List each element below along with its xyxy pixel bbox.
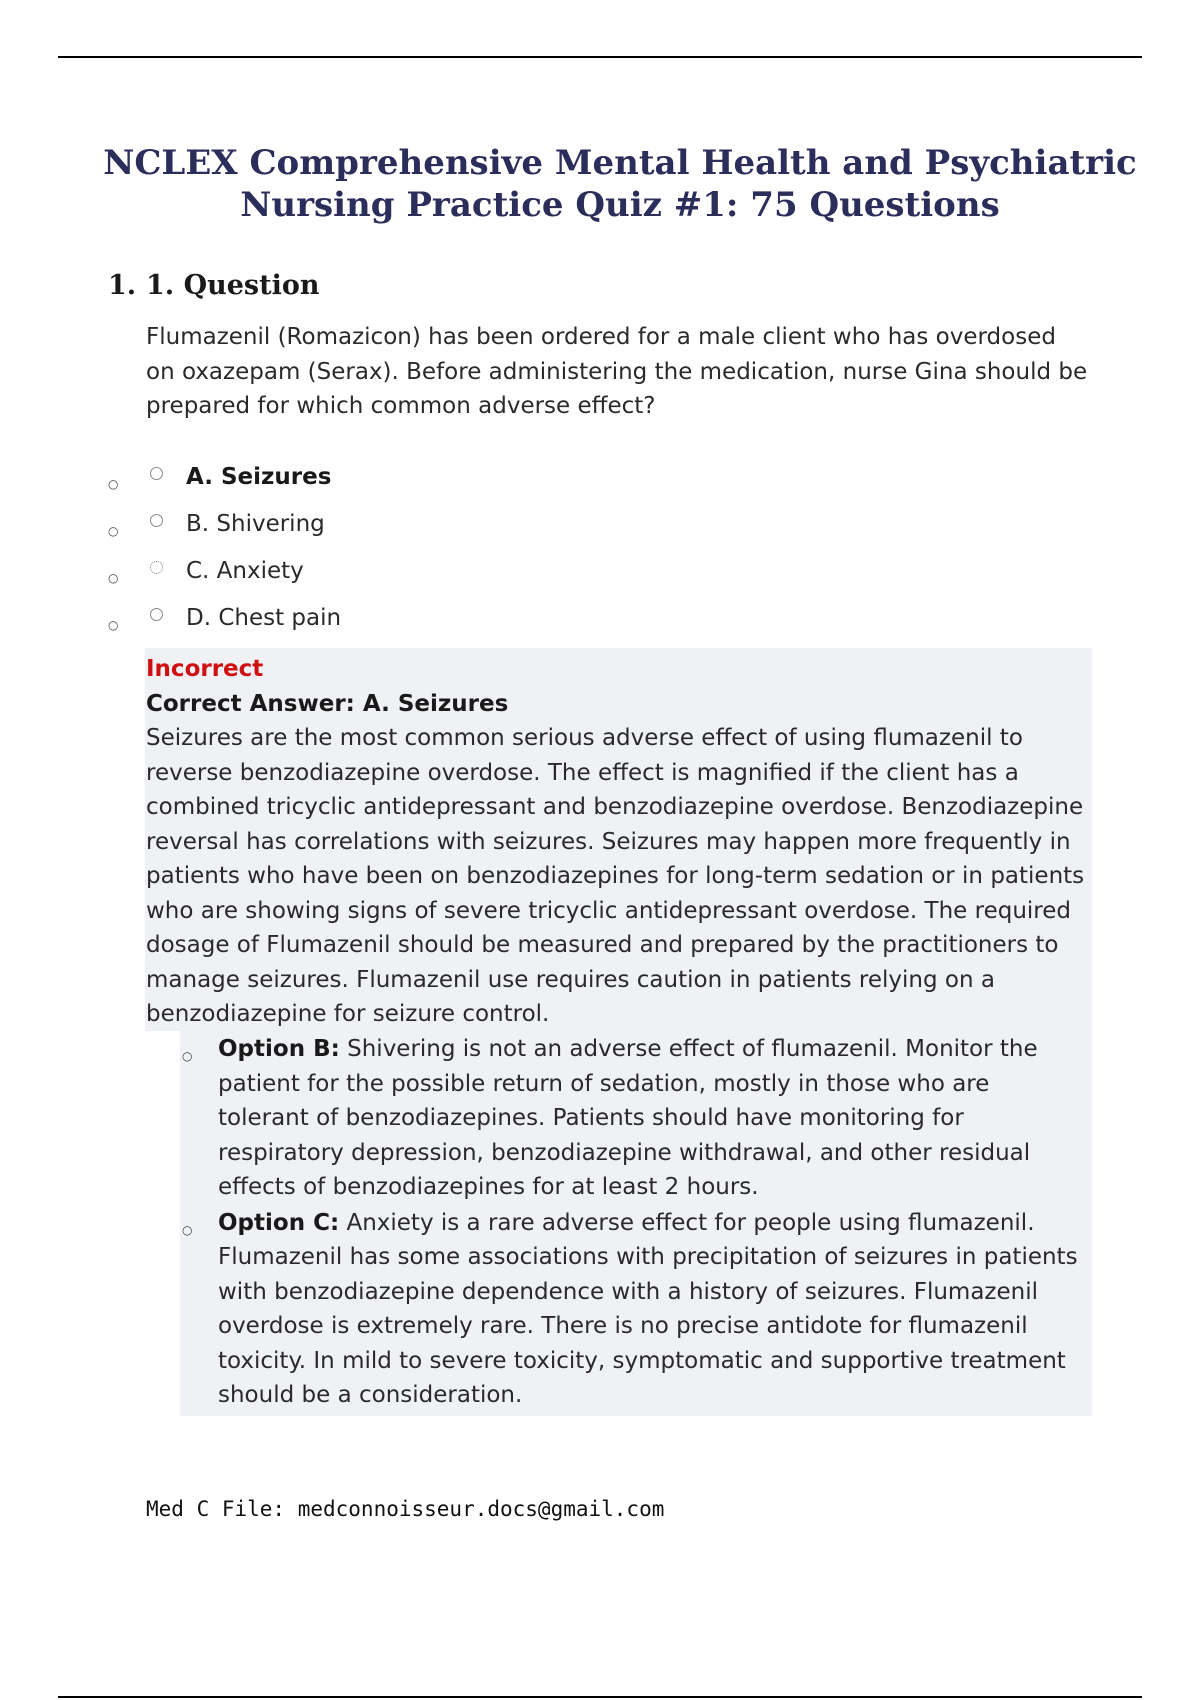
header-rule — [58, 56, 1142, 58]
answer-option-d[interactable] — [108, 599, 1008, 646]
radio-button-icon[interactable] — [150, 608, 163, 621]
answer-options — [108, 458, 1008, 646]
title-line-1: NCLEX Comprehensive Mental Health and Psychiatric — [103, 143, 1137, 183]
radio-button-icon[interactable] — [150, 561, 163, 574]
answer-option-label: A. Seizures — [186, 464, 332, 490]
circle-bullet-icon: ○ — [182, 1222, 193, 1237]
option-rationale-list — [180, 1032, 1085, 1414]
rationale-option-text: Anxiety is a rare adverse effect for people using flumazenil. Flumazenil has some associations with precipitation of seizures in patients with benzodiazepine dependence with a history of seizures. Flumazenil overdose is extremely rare. There is no precise antidote for flumazenil toxicity. In mild to severe toxicity, symptomatic and supportive treatment should be a consideration. — [218, 1209, 1078, 1408]
rationale-option-label: Option B: — [218, 1036, 340, 1062]
circle-bullet-icon: ○ — [108, 524, 119, 538]
page-title — [100, 142, 1140, 226]
answer-option-a[interactable] — [108, 458, 1008, 505]
status-incorrect: Incorrect — [146, 656, 264, 682]
circle-bullet-icon: ○ — [108, 477, 119, 491]
radio-button-icon[interactable] — [150, 467, 163, 480]
footer-contact: Med C File: medconnoisseur.docs@gmail.com — [146, 1497, 665, 1521]
question-text: Flumazenil (Romazicon) has been ordered for a male client who has overdosed on oxazepam (Serax). Before administering the medication, nurse Gina should be prepared for which common adverse effect? — [146, 324, 1088, 419]
answer-option-c[interactable] — [108, 552, 1008, 599]
question-title: 1. Question — [146, 270, 320, 301]
footer-rule — [58, 1696, 1142, 1698]
circle-bullet-icon: ○ — [108, 618, 119, 632]
answer-option-label: B. Shivering — [186, 511, 325, 537]
answer-option-b[interactable] — [108, 505, 1008, 552]
answer-option-label: C. Anxiety — [186, 558, 304, 584]
rationale-option-text: Shivering is not an adverse effect of flumazenil. Monitor the patient for the possible return of sedation, mostly in those who are tolerant of benzodiazepines. Patients should have monitoring for respiratory depression, benzodiazepine withdrawal, and other residual effects of benzodiazepines for at least 2 hours. — [218, 1036, 1038, 1200]
question-list-number: 1. — [108, 270, 137, 301]
question-heading — [108, 270, 319, 301]
feedback-panel — [146, 652, 1091, 1032]
rationale-option-b — [180, 1032, 1085, 1205]
rationale-option-label: Option C: — [218, 1209, 340, 1236]
answer-option-label: D. Chest pain — [186, 605, 342, 631]
explanation-text: Seizures are the most common serious adverse effect of using flumazenil to reverse benzodiazepine overdose. The effect is magnified if the client has a combined tricyclic antidepressant and benzodiazepine overdose. Benzodiazepine reversal has correlations with seizures. Seizures may happen more frequently in patients who have been on benzodiazepines for long-term sedation or in patients who are showing signs of severe tricyclic antidepressant overdose. The required dosage of Flumazenil should be measured and prepared by the practitioners to manage seizures. Flumazenil use requires caution in patients relying on a benzodiazepine for seizure control. — [146, 725, 1085, 1027]
rationale-option-c — [180, 1206, 1085, 1413]
circle-bullet-icon: ○ — [108, 571, 119, 585]
correct-answer: Correct Answer: A. Seizures — [146, 690, 509, 717]
title-line-2: Nursing Practice Quiz #1: 75 Questions — [240, 185, 1000, 225]
circle-bullet-icon: ○ — [182, 1049, 193, 1063]
radio-button-icon[interactable] — [150, 514, 163, 527]
